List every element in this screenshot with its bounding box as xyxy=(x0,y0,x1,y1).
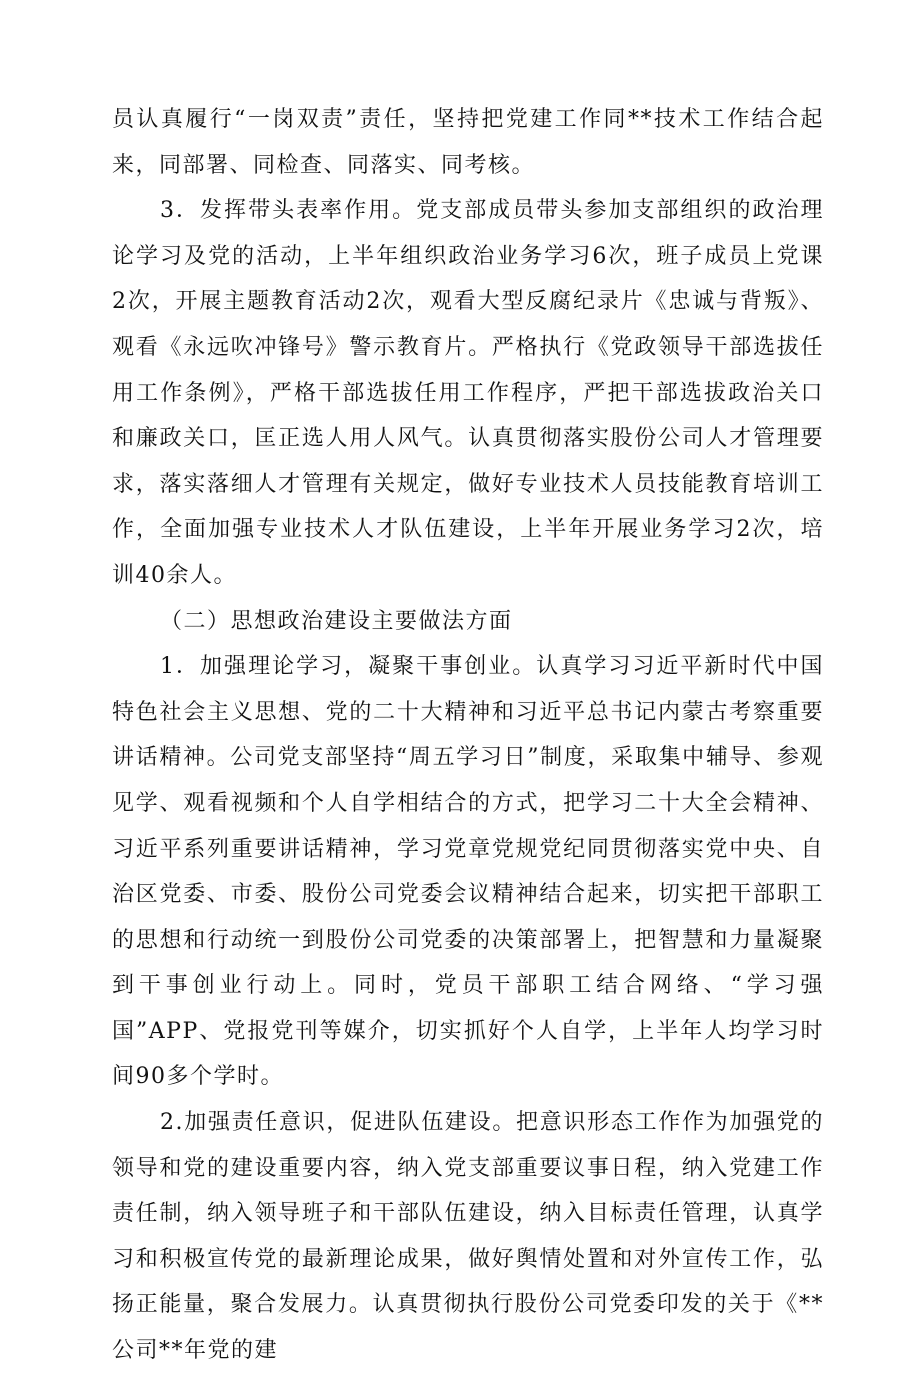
section-heading-ideological-construction: （二）思想政治建设主要做法方面 xyxy=(160,608,513,634)
document-body xyxy=(112,97,824,1374)
paragraph-item-1-theory-study: 1．加强理论学习，凝聚干事创业。认真学习习近平新时代中国特色社会主义思想、党的二十大精神和习近平总书记内蒙古考察重要讲话精神。公司党支部坚持“周五学习日”制度，采取集中辅导、参观见学、观看视频和个人自学相结合的方式，把学习二十大全会精神、习近平系列重要讲话精神，学习党章党规党纪同贯彻落实党中央、自治区党委、市委、股份公司党委会议精神结合起来，切实把干部职工的思想和行动统一到股份公司党委的决策部署上，把智慧和力量凝聚到干事创业行动上。同时，党员干部职工结合网络、“学习强国”APP、党报党刊等媒介，切实抓好个人自学，上半年人均学习时间90多个学时。 xyxy=(112,654,824,1090)
paragraph-continuation: 员认真履行“一岗双责”责任，坚持把党建工作同**技术工作结合起来，同部署、同检查、同落实、同考核。 xyxy=(112,107,824,178)
paragraph-item-2-responsibility: 2.加强责任意识，促进队伍建设。把意识形态工作作为加强党的领导和党的建设重要内容，纳入党支部重要议事日程，纳入党建工作责任制，纳入领导班子和干部队伍建设，纳入目标责任管理，认真学习和积极宣传党的最新理论成果，做好舆情处置和对外宣传工作，弘扬正能量，聚合发展力。认真贯彻执行股份公司党委印发的关于《**公司**年党的建 xyxy=(112,1110,824,1364)
paragraph-item-3-leadership-role: 3．发挥带头表率作用。党支部成员带头参加支部组织的政治理论学习及党的活动，上半年组织政治业务学习6次，班子成员上党课2次，开展主题教育活动2次，观看大型反腐纪录片《忠诚与背叛》、观看《永远吹冲锋号》警示教育片。严格执行《党政领导干部选拔任用工作条例》，严格干部选拔任用工作程序，严把干部选拔政治关口和廉政关口，匡正选人用人风气。认真贯彻落实股份公司人才管理要求，落实落细人才管理有关规定，做好专业技术人员技能教育培训工作，全面加强专业技术人才队伍建设，上半年开展业务学习2次，培训40余人。 xyxy=(112,198,824,588)
